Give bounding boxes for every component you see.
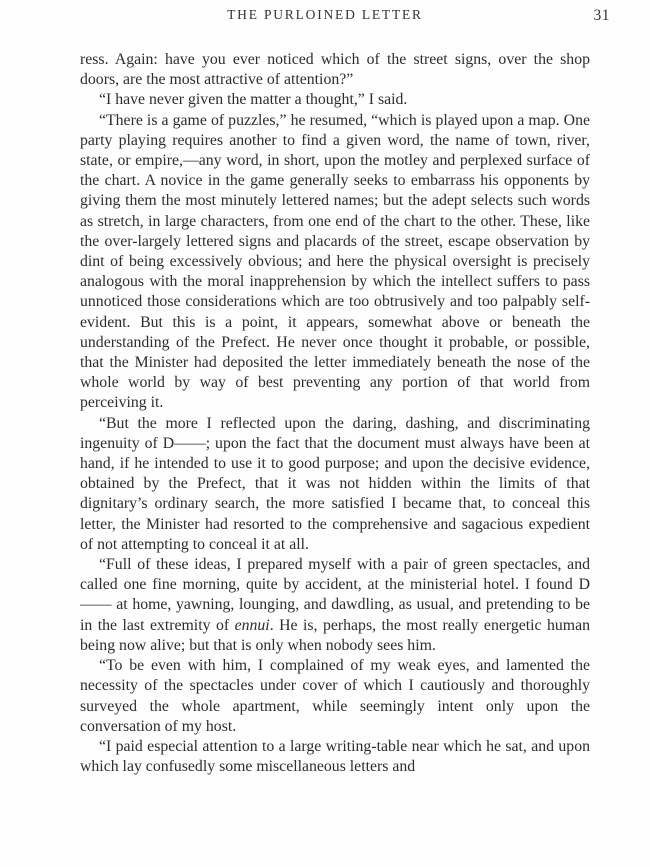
paragraph <box>80 656 590 737</box>
page-header <box>0 7 650 29</box>
paragraph <box>80 50 590 90</box>
page-number: 31 <box>593 7 610 24</box>
text-run: “I paid especial attention to a large writing-table near which he sat, and upon which lay confusedly some miscellaneous letters and <box>80 737 590 776</box>
text-run: “Full of these ideas, I prepared myself with a pair of green spectacles, and called one fine morning, quite by accident, at the ministerial hotel. I found D—— at home, yawning, lounging, and dawdling, as usual, and pretending to be in the last extremity of <box>80 556 590 634</box>
text-run: “There is a game of puzzles,” he resumed, “which is played upon a map. One party playing requires another to find a given word, the name of town, river, state, or empire,—any word, in short, upon the motley and perplexed surface of the chart. A novice in the game generally seeks to embarrass his opponents by giving them the most minutely lettered names; but the adept selects such words as stretch, in large characters, from one end of the chart to the other. These, like the over-largely lettered signs and placards of the street, escape observation by dint of being excessively obvious; and here the physical oversight is precisely analogous with the moral inapprehension by which the intellect suffers to pass unnoticed those considerations which are too obtrusively and too palpably self-evident. But this is a point, it appears, somewhat above or beneath the understanding of the Prefect. He never once thought it probable, or possible, that the Minister had deposited the letter immediately beneath the nose of the whole world by way of best preventing any portion of that world from perceiving it. <box>80 111 590 412</box>
paragraph <box>80 111 590 414</box>
paragraph <box>80 737 590 777</box>
paragraph <box>80 414 590 555</box>
running-head: THE PURLOINED LETTER <box>227 7 423 22</box>
text-run: . He is, perhaps, the most really energetic human being now alive; but that is only when nobody sees him. <box>80 616 590 654</box>
paragraph <box>80 90 590 110</box>
text-run: “I have never given the matter a thought,” I said. <box>99 91 408 109</box>
text-run: ress. Again: have you ever noticed which of the street signs, over the shop doors, are the most attractive of attention?” <box>80 51 590 89</box>
page-body <box>80 50 590 777</box>
text-run: “To be even with him, I complained of my weak eyes, and lamented the necessity of the spectacles under cover of which I cautiously and thoroughly surveyed the whole apartment, while seemingly intent only upon the conversation of my host. <box>80 657 590 735</box>
text-run: “But the more I reflected upon the daring, dashing, and discriminating ingenuity of D——; upon the fact that the document must always have been at hand, if he intended to use it to good purpose; and upon the decisive evidence, obtained by the Prefect, that it was not hidden within the limits of that dignitary’s ordinary search, the more satisfied I became that, to conceal this letter, the Minister had resorted to the comprehensive and sagacious expedient of not attempting to conceal it at all. <box>80 414 590 553</box>
italic-text-run: ennui <box>234 616 270 634</box>
paragraph <box>80 555 590 656</box>
